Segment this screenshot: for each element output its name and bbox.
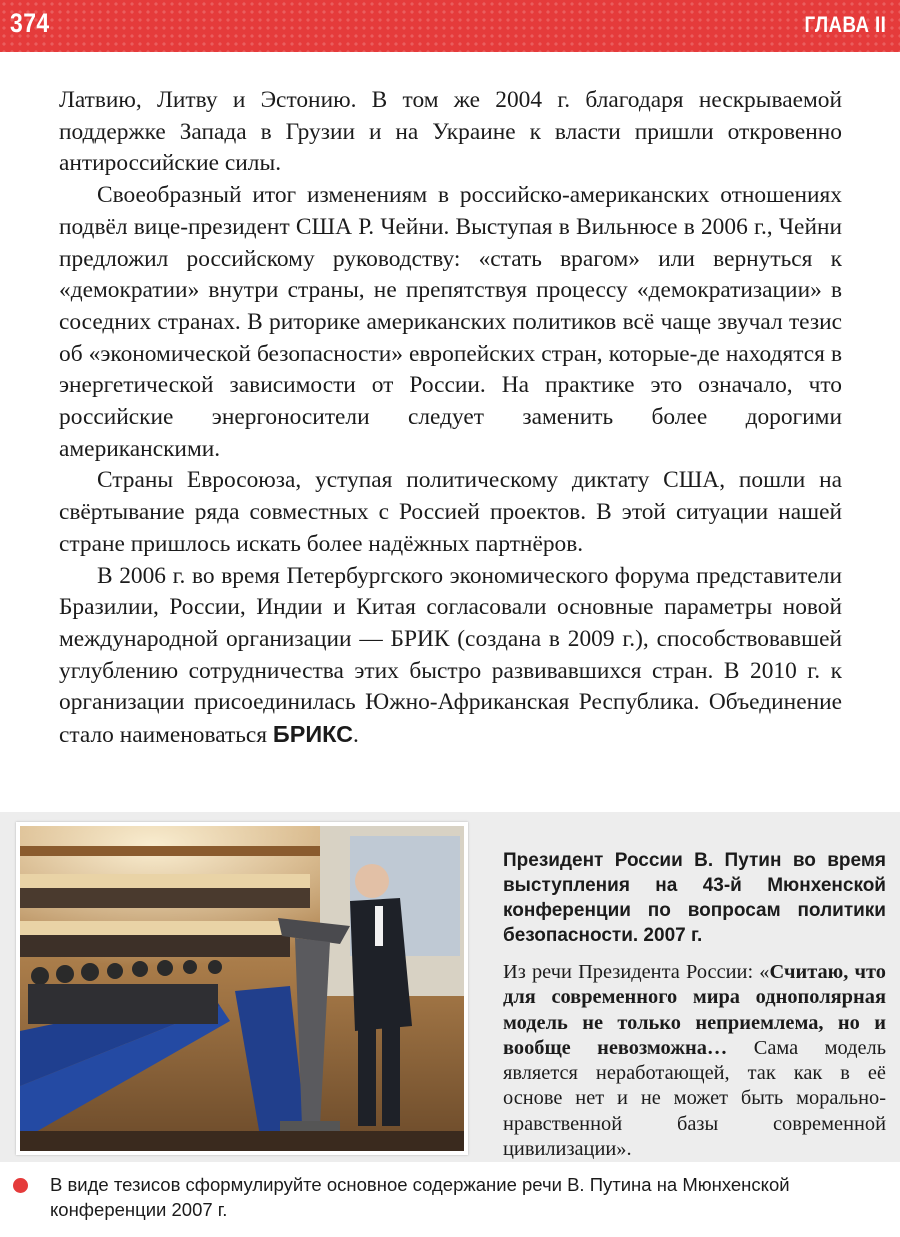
paragraph-4 — [59, 561, 842, 752]
task-block — [0, 1168, 900, 1237]
task-text: В виде тезисов сформулируйте основное содержание речи В. Путина на Мюнхенской конференции 2007 г. — [50, 1174, 790, 1220]
conference-hall-image — [20, 826, 464, 1151]
conference-photo — [16, 822, 468, 1155]
photo-caption: Президент России В. Путин во время выступления на 43-й Мюнхенской конференции по вопросам политики безопасности. 2007 г. — [503, 850, 886, 946]
paragraph-1: Латвию, Литву и Эстонию. В том же 2004 г. благодаря нескрываемой поддержке Запада в Грузии и на Украине к власти пришли откровенно антироссийские силы. — [59, 87, 842, 177]
quote-emphasis: Считаю, что для современного мира однополярная модель не только неприемлема, но и вообще невозможна… — [503, 961, 886, 1059]
bullet-dot-icon — [13, 1178, 28, 1193]
figure-panel — [0, 812, 900, 1162]
speech-quote — [503, 960, 886, 1162]
chapter-title: ГЛАВА II — [804, 12, 886, 37]
paragraph-4-text: В 2006 г. во время Петербургского экономического форума представители Бразилии, России, Индии и Китая согласовали основные параметры новой международной организации — БРИК (создана в 2009 г.), способствовавшей углублению сотрудничества этих быстро развивавшихся стран. В 2010 г. к организации присоединилась Южно-Африканская Республика. Объединение стало наименоваться — [59, 562, 842, 749]
paragraph-4-end: . — [353, 722, 359, 749]
quote-intro: Из речи Президента России: « — [503, 961, 770, 983]
quote-rest: Сама модель является неработающей, так как в её основе нет и не может быть морально-нравственной базы современной цивилизации». — [503, 1036, 886, 1161]
main-text — [59, 85, 842, 752]
page-header — [0, 0, 900, 52]
page-number: 374 — [10, 8, 50, 38]
paragraph-2: Своеобразный итог изменениям в российско-американских отношениях подвёл вице-президент США Р. Чейни. Выступая в Вильнюсе в 2006 г., Чейни предложил российскому руководству: «стать врагом» или вернуться к «демократии» внутри страны, не препятствуя процессу «демократизации» в соседних странах. В риторике американских политиков всё чаще звучал тезис об «экономической безопасности» европейских стран, которые-де находятся в энергетической зависимости от России. На практике это означало, что российские энергоносители следует заменить более дорогими американскими. — [59, 182, 842, 462]
brics-term: БРИКС — [272, 721, 353, 748]
paragraph-3: Страны Евросоюза, уступая политическому диктату США, пошли на свёртывание ряда совместных с Россией проектов. В этой ситуации нашей стране пришлось искать более надёжных партнёров. — [59, 467, 842, 557]
